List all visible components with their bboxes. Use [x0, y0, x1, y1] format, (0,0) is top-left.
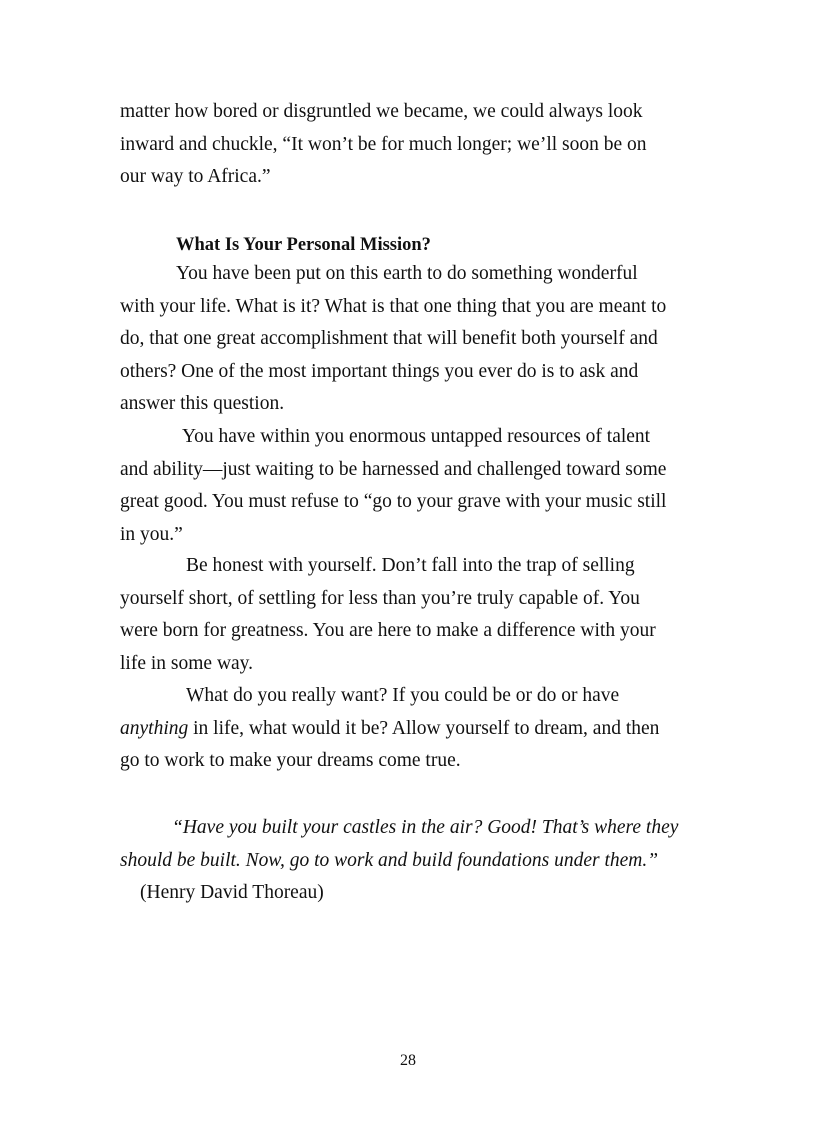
text-line: You have been put on this earth to do something wonderful [176, 263, 638, 284]
text-line: matter how bored or disgruntled we became, we could always look [120, 101, 643, 122]
quote-attribution: (Henry David Thoreau) [140, 882, 324, 903]
text-line: great good. You must refuse to “go to your grave with your music still [120, 491, 667, 512]
quote-line [120, 812, 678, 845]
text-line: and ability—just waiting to be harnessed and challenged toward some [120, 458, 667, 480]
paragraph-resources [120, 421, 666, 551]
text-line: our way to Africa.” [120, 166, 271, 187]
text-line: yourself short, of settling for less than you’re truly capable of. You [120, 587, 640, 609]
text-line: go to work to make your dreams come true. [120, 750, 461, 771]
section-heading: What Is Your Personal Mission? [176, 235, 431, 255]
text-line: What do you really want? If you could be or do or have [186, 685, 620, 706]
text-line: with your life. What is it? What is that one thing that you are meant to [120, 295, 667, 317]
paragraph-continuation [120, 96, 647, 194]
quote-text: should be built. Now, go to work and build foundations under them.” [120, 849, 659, 871]
text-line: answer this question. [120, 393, 285, 414]
text-line: were born for greatness. You are here to make a difference with your [120, 620, 656, 641]
text-line: life in some way. [120, 652, 254, 674]
paragraph-mission [120, 258, 666, 421]
quote-text: “Have you built your castles in the air? Good! That’s where they [172, 817, 679, 838]
quotation-block [120, 812, 678, 910]
text-line: do, that one great accomplishment that will benefit both yourself and [120, 328, 658, 349]
text-line: others? One of the most important things you ever do is to ask and [120, 360, 639, 382]
text-span: in life, what would it be? Allow yourself to dream, and then [188, 717, 660, 739]
page-number: 28 [400, 1052, 416, 1069]
text-line: in you.” [120, 523, 183, 545]
paragraph-honesty [120, 550, 656, 680]
text-line: You have within you enormous untapped resources of talent [182, 426, 651, 447]
text-line: Be honest with yourself. Don’t fall into the trap of selling [186, 555, 635, 576]
text-line [120, 713, 659, 746]
text-line: inward and chuckle, “It won’t be for much longer; we’ll soon be on [120, 133, 647, 155]
paragraph-dreams [120, 680, 659, 778]
quote-line [120, 845, 678, 878]
emphasis-word: anything [120, 717, 189, 739]
